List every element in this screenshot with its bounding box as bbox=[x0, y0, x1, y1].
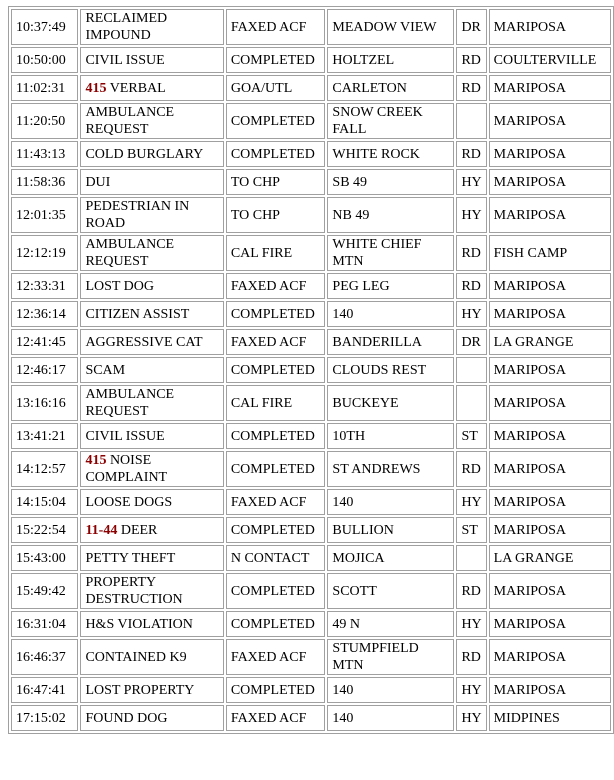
time-cell: 17:15:02 bbox=[11, 705, 78, 731]
table-row bbox=[11, 329, 611, 355]
street-type-cell bbox=[456, 545, 486, 571]
disposition-cell: CAL FIRE bbox=[226, 385, 326, 421]
time-cell: 11:43:13 bbox=[11, 141, 78, 167]
table-row bbox=[11, 423, 611, 449]
table-row bbox=[11, 197, 611, 233]
disposition-cell: COMPLETED bbox=[226, 103, 326, 139]
city-cell: MARIPOSA bbox=[489, 451, 611, 487]
street-type-cell: HY bbox=[456, 705, 486, 731]
call-type-cell: LOST PROPERTY bbox=[80, 677, 223, 703]
city-cell: MARIPOSA bbox=[489, 677, 611, 703]
disposition-cell: CAL FIRE bbox=[226, 235, 326, 271]
street-cell: 140 bbox=[327, 301, 454, 327]
city-cell: MARIPOSA bbox=[489, 517, 611, 543]
disposition-cell: COMPLETED bbox=[226, 611, 326, 637]
call-type-text: NOISE COMPLAINT bbox=[85, 453, 168, 485]
street-cell: STUMPFIELD MTN bbox=[327, 639, 454, 675]
disposition-cell: COMPLETED bbox=[226, 301, 326, 327]
call-type-cell: PROPERTY DESTRUCTION bbox=[80, 573, 223, 609]
call-type-cell bbox=[80, 75, 223, 101]
city-cell: MARIPOSA bbox=[489, 489, 611, 515]
table-row bbox=[11, 489, 611, 515]
disposition-cell: COMPLETED bbox=[226, 677, 326, 703]
time-cell: 15:22:54 bbox=[11, 517, 78, 543]
disposition-cell: N CONTACT bbox=[226, 545, 326, 571]
street-type-cell: ST bbox=[456, 423, 486, 449]
disposition-cell: FAXED ACF bbox=[226, 489, 326, 515]
table-row bbox=[11, 573, 611, 609]
table-row bbox=[11, 273, 611, 299]
table-row bbox=[11, 639, 611, 675]
table-row bbox=[11, 517, 611, 543]
disposition-cell: COMPLETED bbox=[226, 357, 326, 383]
street-cell: SB 49 bbox=[327, 169, 454, 195]
incident-code: 11-44 bbox=[85, 522, 118, 538]
disposition-cell: TO CHP bbox=[226, 197, 326, 233]
street-type-cell: RD bbox=[456, 451, 486, 487]
disposition-cell: FAXED ACF bbox=[226, 639, 326, 675]
street-type-cell: HY bbox=[456, 169, 486, 195]
table-row bbox=[11, 385, 611, 421]
city-cell: MARIPOSA bbox=[489, 611, 611, 637]
street-cell: WHITE CHIEF MTN bbox=[327, 235, 454, 271]
street-type-cell: RD bbox=[456, 141, 486, 167]
call-log-table bbox=[8, 6, 614, 734]
call-type-cell: COLD BURGLARY bbox=[80, 141, 223, 167]
call-type-cell: FOUND DOG bbox=[80, 705, 223, 731]
table-row bbox=[11, 357, 611, 383]
street-type-cell bbox=[456, 357, 486, 383]
time-cell: 16:47:41 bbox=[11, 677, 78, 703]
street-type-cell: RD bbox=[456, 75, 486, 101]
table-row bbox=[11, 301, 611, 327]
city-cell: FISH CAMP bbox=[489, 235, 611, 271]
street-type-cell: HY bbox=[456, 677, 486, 703]
street-cell: 140 bbox=[327, 677, 454, 703]
street-type-cell: DR bbox=[456, 9, 486, 45]
time-cell: 13:16:16 bbox=[11, 385, 78, 421]
street-cell: BANDERILLA bbox=[327, 329, 454, 355]
table-row bbox=[11, 451, 611, 487]
time-cell: 13:41:21 bbox=[11, 423, 78, 449]
time-cell: 12:46:17 bbox=[11, 357, 78, 383]
disposition-cell: COMPLETED bbox=[226, 423, 326, 449]
city-cell: MARIPOSA bbox=[489, 169, 611, 195]
street-cell: MOJICA bbox=[327, 545, 454, 571]
call-type-cell: SCAM bbox=[80, 357, 223, 383]
time-cell: 16:46:37 bbox=[11, 639, 78, 675]
call-type-cell bbox=[80, 451, 223, 487]
street-cell: ST ANDREWS bbox=[327, 451, 454, 487]
time-cell: 11:02:31 bbox=[11, 75, 78, 101]
time-cell: 12:12:19 bbox=[11, 235, 78, 271]
city-cell: MARIPOSA bbox=[489, 141, 611, 167]
call-type-cell: LOST DOG bbox=[80, 273, 223, 299]
city-cell: MARIPOSA bbox=[489, 573, 611, 609]
time-cell: 15:49:42 bbox=[11, 573, 78, 609]
table-row bbox=[11, 75, 611, 101]
disposition-cell: FAXED ACF bbox=[226, 329, 326, 355]
street-type-cell: RD bbox=[456, 47, 486, 73]
call-type-text: DEER bbox=[120, 522, 158, 538]
city-cell: MARIPOSA bbox=[489, 357, 611, 383]
time-cell: 10:50:00 bbox=[11, 47, 78, 73]
disposition-cell: FAXED ACF bbox=[226, 9, 326, 45]
city-cell: COULTERVILLE bbox=[489, 47, 611, 73]
time-cell: 10:37:49 bbox=[11, 9, 78, 45]
time-cell: 14:12:57 bbox=[11, 451, 78, 487]
city-cell: MARIPOSA bbox=[489, 423, 611, 449]
street-type-cell: RD bbox=[456, 573, 486, 609]
city-cell: MARIPOSA bbox=[489, 301, 611, 327]
table-row bbox=[11, 545, 611, 571]
disposition-cell: COMPLETED bbox=[226, 573, 326, 609]
table-row bbox=[11, 141, 611, 167]
city-cell: MARIPOSA bbox=[489, 385, 611, 421]
street-type-cell: HY bbox=[456, 301, 486, 327]
city-cell: MIDPINES bbox=[489, 705, 611, 731]
table-row bbox=[11, 677, 611, 703]
street-cell: 140 bbox=[327, 489, 454, 515]
street-type-cell bbox=[456, 103, 486, 139]
street-cell: CLOUDS REST bbox=[327, 357, 454, 383]
call-type-text: VERBAL bbox=[109, 80, 166, 96]
call-log-body bbox=[11, 9, 611, 731]
call-type-cell: AGGRESSIVE CAT bbox=[80, 329, 223, 355]
city-cell: MARIPOSA bbox=[489, 197, 611, 233]
table-row bbox=[11, 705, 611, 731]
table-row bbox=[11, 47, 611, 73]
street-cell: SCOTT bbox=[327, 573, 454, 609]
street-type-cell: HY bbox=[456, 197, 486, 233]
table-row bbox=[11, 9, 611, 45]
street-cell: 140 bbox=[327, 705, 454, 731]
call-type-cell: AMBULANCE REQUEST bbox=[80, 385, 223, 421]
city-cell: MARIPOSA bbox=[489, 273, 611, 299]
incident-code: 415 bbox=[85, 80, 107, 96]
street-cell: BULLION bbox=[327, 517, 454, 543]
city-cell: MARIPOSA bbox=[489, 9, 611, 45]
time-cell: 15:43:00 bbox=[11, 545, 78, 571]
call-type-cell: CIVIL ISSUE bbox=[80, 47, 223, 73]
city-cell: LA GRANGE bbox=[489, 545, 611, 571]
call-type-cell: AMBULANCE REQUEST bbox=[80, 103, 223, 139]
table-row bbox=[11, 103, 611, 139]
street-type-cell: RD bbox=[456, 273, 486, 299]
incident-code: 415 bbox=[85, 453, 107, 468]
time-cell: 16:31:04 bbox=[11, 611, 78, 637]
time-cell: 12:01:35 bbox=[11, 197, 78, 233]
time-cell: 11:58:36 bbox=[11, 169, 78, 195]
call-type-cell: PEDESTRIAN IN ROAD bbox=[80, 197, 223, 233]
table-row bbox=[11, 611, 611, 637]
street-cell: BUCKEYE bbox=[327, 385, 454, 421]
disposition-cell: GOA/UTL bbox=[226, 75, 326, 101]
city-cell: MARIPOSA bbox=[489, 639, 611, 675]
street-cell: MEADOW VIEW bbox=[327, 9, 454, 45]
time-cell: 12:41:45 bbox=[11, 329, 78, 355]
street-cell: 49 N bbox=[327, 611, 454, 637]
street-cell: 10TH bbox=[327, 423, 454, 449]
street-type-cell: HY bbox=[456, 611, 486, 637]
street-cell: NB 49 bbox=[327, 197, 454, 233]
street-cell: SNOW CREEK FALL bbox=[327, 103, 454, 139]
street-cell: WHITE ROCK bbox=[327, 141, 454, 167]
disposition-cell: FAXED ACF bbox=[226, 273, 326, 299]
street-type-cell: HY bbox=[456, 489, 486, 515]
disposition-cell: COMPLETED bbox=[226, 517, 326, 543]
street-cell: PEG LEG bbox=[327, 273, 454, 299]
table-row bbox=[11, 169, 611, 195]
disposition-cell: TO CHP bbox=[226, 169, 326, 195]
call-type-cell: PETTY THEFT bbox=[80, 545, 223, 571]
call-type-cell bbox=[80, 517, 223, 543]
time-cell: 12:36:14 bbox=[11, 301, 78, 327]
call-type-cell: CIVIL ISSUE bbox=[80, 423, 223, 449]
call-type-cell: H&S VIOLATION bbox=[80, 611, 223, 637]
city-cell: MARIPOSA bbox=[489, 103, 611, 139]
disposition-cell: FAXED ACF bbox=[226, 705, 326, 731]
call-type-cell: CITIZEN ASSIST bbox=[80, 301, 223, 327]
call-type-cell: AMBULANCE REQUEST bbox=[80, 235, 223, 271]
street-type-cell: DR bbox=[456, 329, 486, 355]
city-cell: LA GRANGE bbox=[489, 329, 611, 355]
call-type-cell: LOOSE DOGS bbox=[80, 489, 223, 515]
disposition-cell: COMPLETED bbox=[226, 141, 326, 167]
street-cell: HOLTZEL bbox=[327, 47, 454, 73]
city-cell: MARIPOSA bbox=[489, 75, 611, 101]
time-cell: 14:15:04 bbox=[11, 489, 78, 515]
time-cell: 12:33:31 bbox=[11, 273, 78, 299]
call-type-cell: DUI bbox=[80, 169, 223, 195]
street-type-cell bbox=[456, 385, 486, 421]
street-type-cell: RD bbox=[456, 639, 486, 675]
call-type-cell: RECLAIMED IMPOUND bbox=[80, 9, 223, 45]
street-type-cell: RD bbox=[456, 235, 486, 271]
disposition-cell: COMPLETED bbox=[226, 47, 326, 73]
table-row bbox=[11, 235, 611, 271]
street-cell: CARLETON bbox=[327, 75, 454, 101]
street-type-cell: ST bbox=[456, 517, 486, 543]
disposition-cell: COMPLETED bbox=[226, 451, 326, 487]
call-type-cell: CONTAINED K9 bbox=[80, 639, 223, 675]
time-cell: 11:20:50 bbox=[11, 103, 78, 139]
